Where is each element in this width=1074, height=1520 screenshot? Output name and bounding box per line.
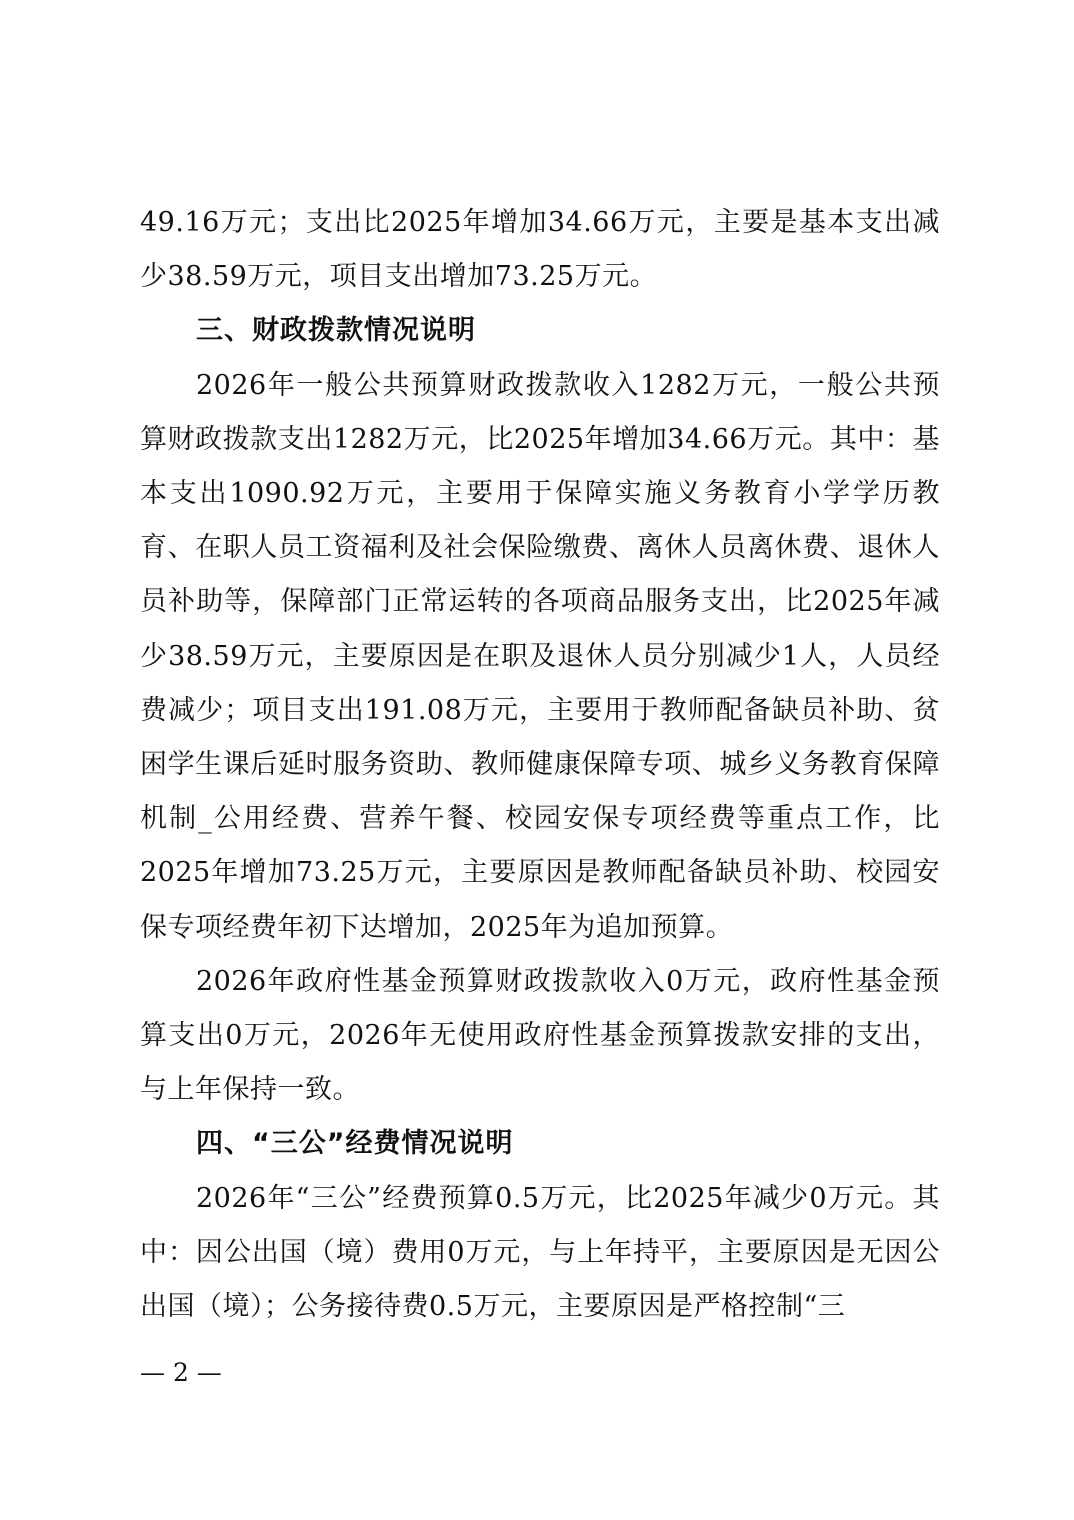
page-number: — 2 —	[140, 1358, 222, 1387]
section-heading-three-public-expenses: 四、“三公”经费情况说明	[196, 1128, 514, 1160]
paragraph-government-fund: 2026年政府性基金预算财政拨款收入0万元，政府性基金预算支出0万元，2026年无使用政府性基金预算拨款安排的支出，与上年保持一致。	[140, 965, 940, 1106]
paragraph-continuation: 49.16万元；支出比2025年增加34.66万元，主要是基本支出减少38.59万元，项目支出增加73.25万元。	[140, 207, 940, 293]
paragraph-general-budget: 2026年一般公共预算财政拨款收入1282万元，一般公共预算财政拨款支出1282万元，比2025年增加34.66万元。其中：基本支出1090.92万元，主要用于保障实施义务教育小学学历教育、在职人员工资福利及社会保险缴费、离休人员离休费、退休人员补助等，保障部门正常运转的各项商品服务支出，比2025年减少38.59万元，主要原因是在职及退休人员分别减少1人，人员经费减少；项目支出191.08万元，主要用于教师配备缺员补助、贫困学生课后延时服务资助、教师健康保障专项、城乡义务教育保障机制_公用经费、营养午餐、校园安保专项经费等重点工作，比2025年增加73.25万元，主要原因是教师配备缺员补助、校园安保专项经费年初下达增加，2025年为追加预算。	[140, 369, 940, 943]
document-body	[140, 196, 940, 1334]
section-heading-fiscal-appropriation: 三、财政拨款情况说明	[196, 315, 476, 347]
paragraph-three-public-expenses: 2026年“三公”经费预算0.5万元，比2025年减少0万元。其中：因公出国（境）费用0万元，与上年持平，主要原因是无因公出国（境）；公务接待费0.5万元，主要原因是严格控制“三	[140, 1182, 940, 1323]
